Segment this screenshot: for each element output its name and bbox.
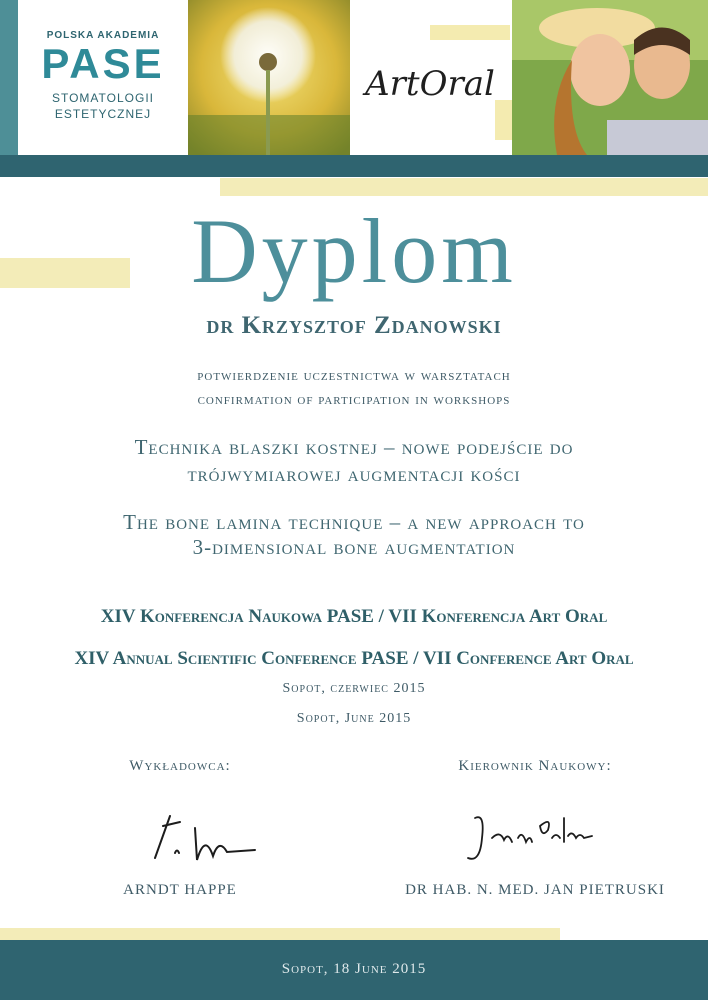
topic-en-line-1: The bone lamina technique – a new approach to [123,510,585,534]
logo-line-4: ESTETYCZNEJ [54,107,152,121]
gold-accent-block [430,25,510,40]
art-oral-logo-panel [350,0,512,155]
lecturer-label: Wykładowca: [129,758,231,774]
date-pl: Sopot, czerwiec 2015 [282,681,426,696]
gold-stripe-top [220,178,708,196]
diploma-title: Dyplom [191,200,517,302]
topic-pl-line-2: trójwymiarowej augmentacji kości [187,462,521,486]
art-oral-logo [350,0,512,155]
logo-acronym: PASE [41,40,165,87]
footer-date: Sopot, 18 June 2015 [281,961,427,977]
conference-en: XIV Annual Scientific Conference PASE / VII Conference Art Oral [74,648,634,669]
lecturer-signature [135,808,265,868]
scientific-director-signature [460,808,600,868]
date-en: Sopot, June 2015 [296,711,412,726]
confirmation-pl: potwierdzenie uczestnictwa w warsztatach [197,368,511,384]
logo-line-3: STOMATOLOGII [51,91,155,105]
recipient-name: dr Krzysztof Zdanowski [206,312,502,339]
confirmation-en: confirmation of participation in workshops [197,392,511,408]
topic-en-line-2: 3-dimensional bone augmentation [192,535,516,559]
scientific-director-label: Kierownik Naukowy: [458,758,612,774]
lecturer-name: ARNDT HAPPE [123,882,237,898]
gold-stripe-bottom [0,928,560,940]
gold-accent-block [495,100,512,140]
header-accent-bar [0,0,18,155]
scientific-director-name: DR HAB. N. MED. JAN PIETRUSKI [405,882,665,898]
dandelion-photo [188,0,350,155]
conference-pl: XIV Konferencja Naukowa PASE / VII Konferencja Art Oral [100,606,608,627]
topic-pl-line-1: Technika blaszki kostnej – nowe podejście do [134,435,574,459]
pase-logo [18,0,188,155]
couple-photo [512,0,708,155]
header-divider-band [0,155,708,177]
svg-text:ArtOral: ArtOral [365,64,495,104]
logo-line-1: POLSKA AKADEMIA [46,30,160,41]
